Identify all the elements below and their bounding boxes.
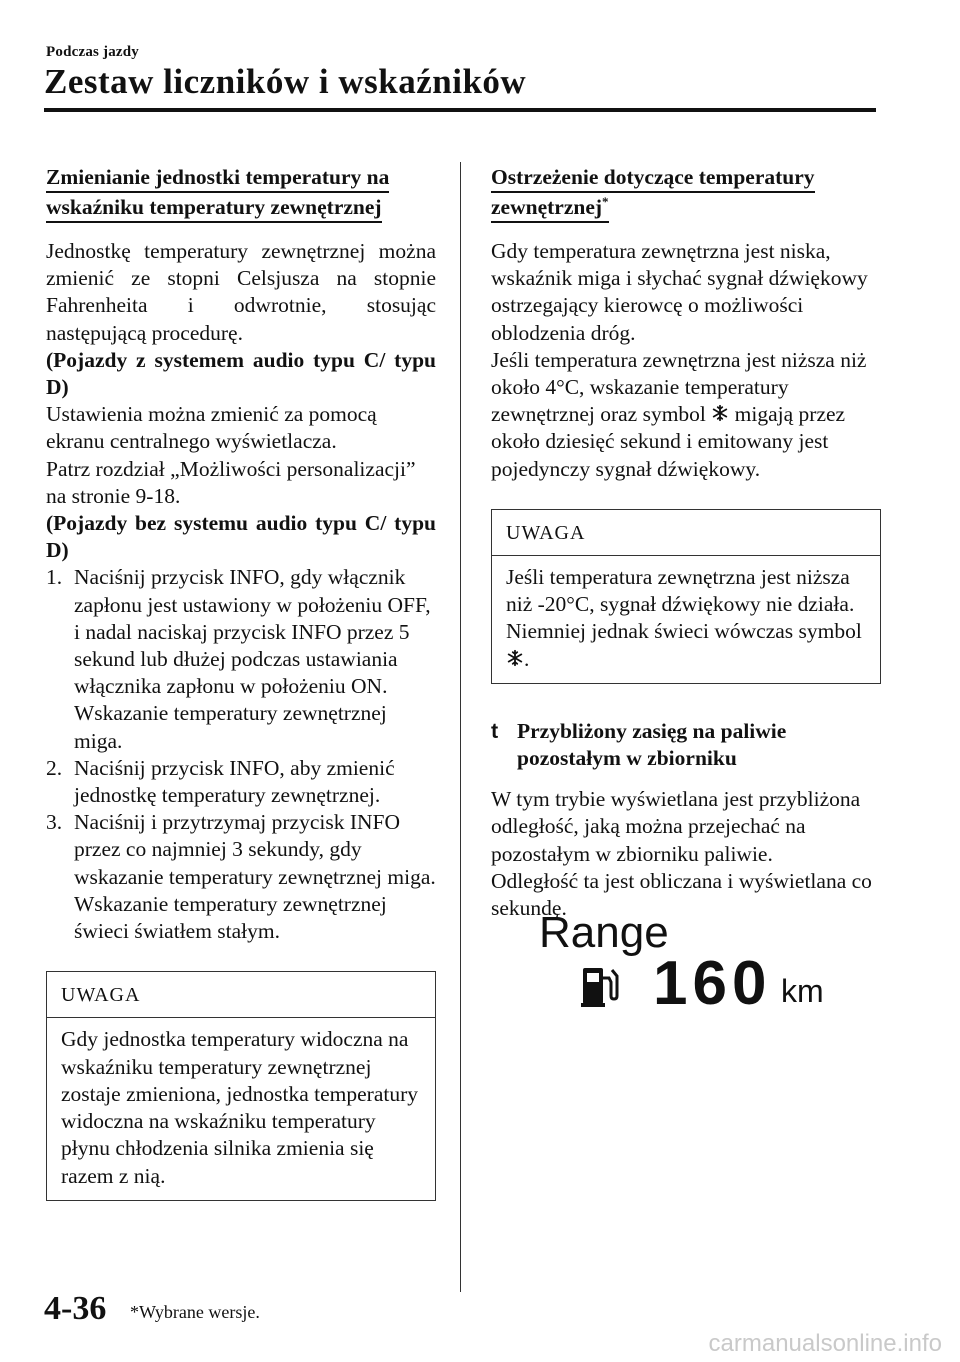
range-display-illustration (535, 908, 855, 1018)
column-divider (460, 162, 461, 1292)
note-text (492, 556, 880, 683)
bullet-heading-text: Przybliżony zasięg na paliwie pozostałym w zbiorniku (517, 718, 787, 771)
section-label: Podczas jazdy (46, 44, 140, 60)
left-sub1-text2: Patrz rozdział „Możliwości personalizacji” na stronie 9-18. (46, 456, 416, 508)
step-number: 3. (46, 810, 63, 835)
step-item (46, 809, 436, 945)
step-number: 2. (46, 755, 63, 780)
note-title: UWAGA (47, 972, 435, 1018)
fuel-pump-icon (581, 964, 619, 1008)
snowflake-icon (506, 649, 524, 667)
step-text: Naciśnij i przytrzymaj przycisk INFO przez co najmniej 3 sekundy, gdy wskazanie temperatury zewnętrznej miga. Wskazanie temperatury zewnętrznej świeci światłem stałym. (74, 810, 436, 944)
bullet-heading (491, 718, 881, 772)
right-para2 (491, 347, 881, 483)
footnote: *Wybrane wersje. (130, 1302, 260, 1322)
right-heading-line2: zewnętrznej (491, 195, 603, 219)
right-note-box (491, 509, 881, 684)
bullet-mark: t (491, 718, 499, 743)
note-title: UWAGA (492, 510, 880, 556)
right-column (491, 162, 881, 922)
left-subheading-1: (Pojazdy z systemem audio typu C/ typu D) (46, 347, 436, 400)
left-subheading-2: (Pojazdy bez systemu audio typu C/ typu D) (46, 511, 436, 563)
note-text-b: . (524, 646, 530, 671)
right-para2-a: Jeśli temperatura zewnętrzna jest niższa niż około 4°C, wskazanie temperatury zewnętrznej oraz symbol (491, 347, 867, 427)
snowflake-icon (711, 404, 729, 422)
left-heading (46, 162, 436, 222)
title-rule (44, 108, 876, 112)
left-intro: Jednostkę temperatury zewnętrznej można zmienić ze stopni Celsjusza na stopnie Fahrenheita i odwrotnie, stosując następującą procedurę. (46, 239, 436, 345)
right-para4: Odległość ta jest obliczana i wyświetlana co sekundę. (491, 868, 872, 921)
note-text: Gdy jednostka temperatury widoczna na wskaźniku temperatury zewnętrznej zostaje zmieniona, jednostka temperatury widoczna na wskaźniku temperatury płynu chłodzenia silnika zmienia się razem z nią. (61, 1027, 419, 1188)
note-text-a: Jeśli temperatura zewnętrzna jest niższa niż -20°C, sygnał dźwiękowy nie działa. Niemniej jednak świeci wówczas symbol (506, 565, 862, 644)
right-para1: Gdy temperatura zewnętrzna jest niska, wskaźnik miga i słychać sygnał dźwiękowy ostrzegający kierowcę o możliwości oblodzenia dróg. (491, 239, 868, 345)
left-heading-line1: Zmienianie jednostki temperatury na (46, 165, 389, 193)
right-heading-line1: Ostrzeżenie dotyczące temperatury (491, 165, 815, 193)
range-unit: km (781, 973, 824, 1009)
steps-list (46, 564, 436, 945)
step-text: Naciśnij przycisk INFO, aby zmienić jednostkę temperatury zewnętrznej. (74, 755, 395, 808)
range-title: Range (539, 908, 669, 957)
left-column (46, 162, 436, 1201)
step-item (46, 755, 436, 809)
right-para2-b: migają przez około dziesięć sekund i emitowany jest pojedynczy sygnał dźwiękowy. (491, 402, 846, 481)
range-value: 160 (653, 949, 772, 1018)
step-number: 1. (46, 565, 63, 590)
left-heading-line2: wskaźniku temperatury zewnętrznej (46, 195, 382, 223)
watermark: carmanualsonline.info (708, 1330, 942, 1357)
page-number: 4-36 (44, 1290, 107, 1327)
page-title: Zestaw liczników i wskaźników (44, 62, 527, 101)
step-text: Naciśnij przycisk INFO, gdy włącznik zapłonu jest ustawiony w położeniu OFF, i nadal naciskaj przycisk INFO przez 5 sekund lub dłużej podczas ustawiania włącznika zapłonu w położeniu ON. Wskazanie temperatury zewnętrznej miga. (74, 565, 431, 753)
left-sub1-text1: Ustawienia można zmienić za pomocą ekranu centralnego wyświetlacza. (46, 402, 377, 454)
left-note-box (46, 971, 436, 1200)
optional-marker: * (602, 193, 609, 209)
step-item (46, 564, 436, 754)
right-heading (491, 162, 881, 222)
right-para3: W tym trybie wyświetlana jest przybliżona odległość, jaką można przejechać na pozostałym w zbiorniku paliwie. (491, 787, 861, 866)
